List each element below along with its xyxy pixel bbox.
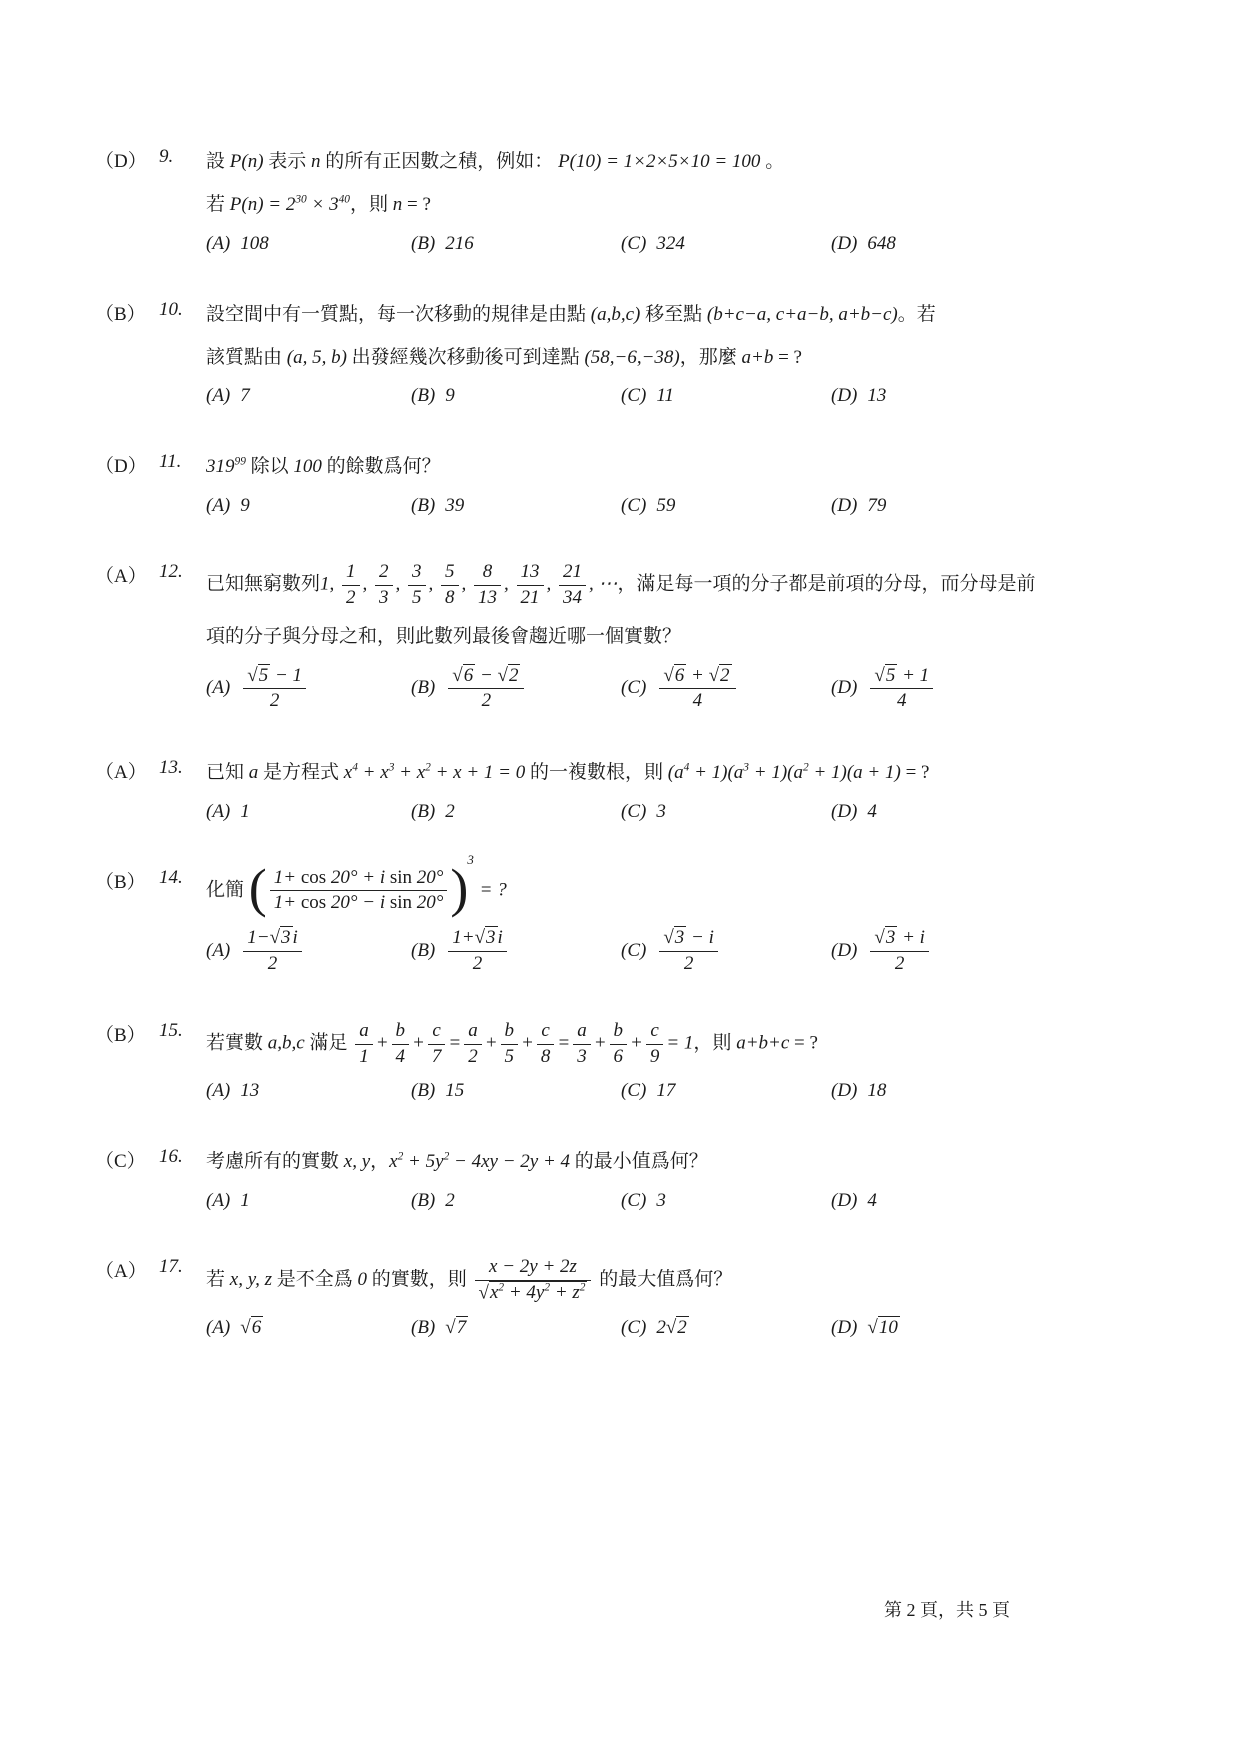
option-label: (A) <box>206 232 231 254</box>
answer-key: （C） <box>95 1151 146 1173</box>
option <box>411 801 621 823</box>
option-label: (C) <box>621 1189 647 1211</box>
question-body <box>206 1256 1170 1339</box>
option-value: 2√2 <box>656 1316 687 1338</box>
option-value: 216 <box>445 232 474 254</box>
option <box>831 1190 1170 1212</box>
question <box>95 451 1170 516</box>
questions <box>95 146 1170 1339</box>
question-text: 若 x, y, z 是不全爲 0 的實數，則 $\frac{x - 2y + 2z}{√x^2 + 4y^2 + z^2}$ 的最大值爲何？ <box>206 1255 733 1303</box>
option <box>206 233 411 255</box>
option-value: 1 <box>240 1189 250 1211</box>
option-value: $\frac{√3 - i}{2}$ <box>656 940 721 961</box>
option <box>206 927 411 976</box>
option <box>206 801 411 823</box>
question-body <box>206 851 1170 976</box>
option-value: 18 <box>867 1080 887 1102</box>
option <box>411 495 621 517</box>
question-text: 若實數 a,b,c 滿足 $\frac{a}{1}$ + $\frac{b}{4}$ + $\frac{c}{7}$ = $\frac{a}{2}$ + $\frac{b}{5}$ + $\frac{c}{8}$ = $\frac{a}{3}$ + $\frac{b}{6}$ + $\frac{c}{9}$ = 1，則 a+b+c = ? <box>206 1019 818 1067</box>
question-text: 考慮所有的實數 x, y，$x^2 + 5y^2 - 4xy - 2y + 4$ 的最小值爲何？ <box>206 1151 708 1173</box>
option-value: √10 <box>867 1316 898 1338</box>
question-body <box>206 299 1170 408</box>
option-label: (A) <box>206 1080 231 1102</box>
option-label: (D) <box>831 677 858 699</box>
option-label: (B) <box>411 800 436 822</box>
question-text: 化簡 ( $\frac{\text{1+ cos 20° + i sin 20°}}{\text{1+ cos 20° − i sin 20°}}$ )$^3$ = ? <box>206 851 507 918</box>
option <box>411 1080 621 1102</box>
option-value: 11 <box>656 385 674 407</box>
options-row <box>206 801 1170 823</box>
option <box>411 1190 621 1212</box>
option-label: (A) <box>206 800 231 822</box>
option <box>831 1080 1170 1102</box>
option-label: (D) <box>831 1080 858 1102</box>
question-number: 12. <box>159 560 183 582</box>
option <box>831 801 1170 823</box>
options-row <box>206 1190 1170 1212</box>
question <box>95 757 1170 822</box>
option-label: (A) <box>206 1316 231 1338</box>
option <box>831 233 1170 255</box>
question-body <box>206 451 1170 516</box>
question-number: 13. <box>159 757 183 779</box>
option-value: √7 <box>445 1316 467 1338</box>
question-number: 14. <box>159 866 183 888</box>
options-row <box>206 495 1170 517</box>
question-number: 9. <box>159 146 174 167</box>
question-body <box>206 1146 1170 1211</box>
question-number: 17. <box>159 1255 183 1277</box>
options-row <box>206 1317 1170 1339</box>
option-label: (C) <box>621 232 647 254</box>
option <box>621 927 831 976</box>
question-body <box>206 146 1170 255</box>
question-text: 該質點由 (a, 5, b) 出發經幾次移動後可到達點 (58,−6,−38)，那麼 a+b = ? <box>206 347 802 369</box>
option-label: (B) <box>411 1080 436 1102</box>
options-row <box>206 233 1170 255</box>
option-label: (C) <box>621 385 647 407</box>
option-value: 4 <box>867 1189 877 1211</box>
option <box>206 665 411 714</box>
option-value: $\frac{1+√3 i}{2}$ <box>445 940 510 961</box>
answer-key: （B） <box>95 871 146 893</box>
option-label: (B) <box>411 232 436 254</box>
answer-key: （B） <box>95 1024 146 1046</box>
option-label: (D) <box>831 1316 858 1338</box>
option-label: (B) <box>411 385 436 407</box>
question-text: 已知 a 是方程式 $x^4 + x^3 + x^2 + x + 1 = 0$ 的一複數根，則 $(a^4 + 1)(a^3 + 1)(a^2 + 1)(a + 1)$ = ? <box>206 761 930 784</box>
question <box>95 1146 1170 1211</box>
option-label: (A) <box>206 494 231 516</box>
option <box>411 927 621 976</box>
option <box>621 801 831 823</box>
question-number: 15. <box>159 1019 183 1041</box>
question-text: 項的分子與分母之和，則此數列最後會趨近哪一個實數？ <box>206 626 682 648</box>
question <box>95 851 1170 976</box>
option <box>621 233 831 255</box>
option-value: 2 <box>445 800 455 822</box>
answer-key: （A） <box>95 565 147 587</box>
option <box>411 233 621 255</box>
option-value: $\frac{√3 + i}{2}$ <box>867 940 932 961</box>
option-value: $\frac{1-√3 i}{2}$ <box>240 940 305 961</box>
question-body <box>206 561 1170 714</box>
option-value: 1 <box>240 800 250 822</box>
option-value: 79 <box>867 494 887 516</box>
question <box>95 1256 1170 1339</box>
option-value: $\frac{√6 + √2}{4}$ <box>656 677 738 698</box>
option-label: (D) <box>831 939 858 961</box>
option <box>411 385 621 407</box>
option-label: (B) <box>411 939 436 961</box>
option-label: (D) <box>831 385 858 407</box>
option-value: 2 <box>445 1189 455 1211</box>
option <box>411 1317 621 1339</box>
option-label: (C) <box>621 677 647 699</box>
option <box>831 385 1170 407</box>
answer-key: （A） <box>95 1260 147 1282</box>
question <box>95 146 1170 255</box>
option <box>206 385 411 407</box>
options-row <box>206 927 1170 976</box>
option <box>831 927 1170 976</box>
option <box>831 495 1170 517</box>
question <box>95 299 1170 408</box>
option-label: (B) <box>411 1189 436 1211</box>
options-row <box>206 665 1170 714</box>
option-label: (A) <box>206 939 231 961</box>
option-label: (C) <box>621 1316 647 1338</box>
option-label: (C) <box>621 800 647 822</box>
options-row <box>206 1080 1170 1102</box>
question-body <box>206 757 1170 822</box>
option <box>206 495 411 517</box>
question-number: 11. <box>159 451 182 473</box>
option-label: (B) <box>411 677 436 699</box>
option <box>411 665 621 714</box>
option-value: 648 <box>867 232 896 254</box>
option-value: 3 <box>656 800 666 822</box>
options-row <box>206 385 1170 407</box>
answer-key: （D） <box>95 151 147 172</box>
question-body <box>206 1020 1170 1103</box>
option-value: 3 <box>656 1189 666 1211</box>
answer-key: （D） <box>95 456 147 478</box>
page-footer: 第 2 頁，共 5 頁 <box>884 1600 1010 1620</box>
option <box>206 1190 411 1212</box>
option-label: (B) <box>411 1316 436 1338</box>
option-value: $\frac{√5 + 1}{4}$ <box>867 677 936 698</box>
option-label: (C) <box>621 494 647 516</box>
option <box>831 665 1170 714</box>
option-value: 13 <box>240 1080 260 1102</box>
option-label: (D) <box>831 800 858 822</box>
question <box>95 561 1170 714</box>
question-text: 已知無窮數列1, $\frac{1}{2}$ , $\frac{2}{3}$ , $\frac{3}{5}$ , $\frac{5}{8}$ , $\frac{8}{13}$ , $\frac{13}{21}$ , $\frac{21}{34}$ , ⋯，滿足每一項的分子都是前項的分母，而分母是前 <box>206 560 1036 608</box>
answer-key: （B） <box>95 303 146 325</box>
option-label: (A) <box>206 677 231 699</box>
option <box>621 385 831 407</box>
option-value: 108 <box>240 232 269 254</box>
question-number: 10. <box>159 298 183 320</box>
option-value: 13 <box>867 385 887 407</box>
question-text: 設 P(n) 表示 n 的所有正因數之積，例如： P(10) = 1×2×5×10 = 100 。 <box>206 151 785 172</box>
option <box>621 495 831 517</box>
option <box>621 1190 831 1212</box>
option-value: 7 <box>240 385 250 407</box>
option-label: (C) <box>621 939 647 961</box>
option-value: √6 <box>240 1316 262 1338</box>
option <box>206 1317 411 1339</box>
option-value: 324 <box>656 232 685 254</box>
option <box>621 1080 831 1102</box>
option-label: (A) <box>206 385 231 407</box>
option-value: $\frac{√6 - √2}{2}$ <box>445 677 527 698</box>
option-label: (D) <box>831 1189 858 1211</box>
question-text: 若 $P(n) = 2^{30} \times 3^{40}$，則 n = ? <box>206 194 431 216</box>
option-label: (A) <box>206 1189 231 1211</box>
question-text: 設空間中有一質點，每一次移動的規律是由點 (a,b,c) 移至點 (b+c−a, c+a−b, a+b−c)。若 <box>206 303 936 325</box>
option-value: $\frac{√5 - 1}{2}$ <box>240 677 309 698</box>
option-label: (C) <box>621 1080 647 1102</box>
question <box>95 1020 1170 1103</box>
option-value: 9 <box>445 385 455 407</box>
question-number: 16. <box>159 1146 183 1168</box>
option-value: 39 <box>445 494 465 516</box>
option-value: 59 <box>656 494 676 516</box>
option <box>831 1317 1170 1339</box>
option-value: 9 <box>240 494 250 516</box>
option-label: (D) <box>831 232 858 254</box>
option-value: 15 <box>445 1080 465 1102</box>
option-label: (B) <box>411 494 436 516</box>
option <box>621 665 831 714</box>
option-value: 4 <box>867 800 877 822</box>
option-label: (D) <box>831 494 858 516</box>
option <box>206 1080 411 1102</box>
option <box>621 1317 831 1339</box>
question-text: $319^{99}$ 除以 100 的餘數爲何？ <box>206 456 441 478</box>
answer-key: （A） <box>95 762 147 784</box>
option-value: 17 <box>656 1080 676 1102</box>
